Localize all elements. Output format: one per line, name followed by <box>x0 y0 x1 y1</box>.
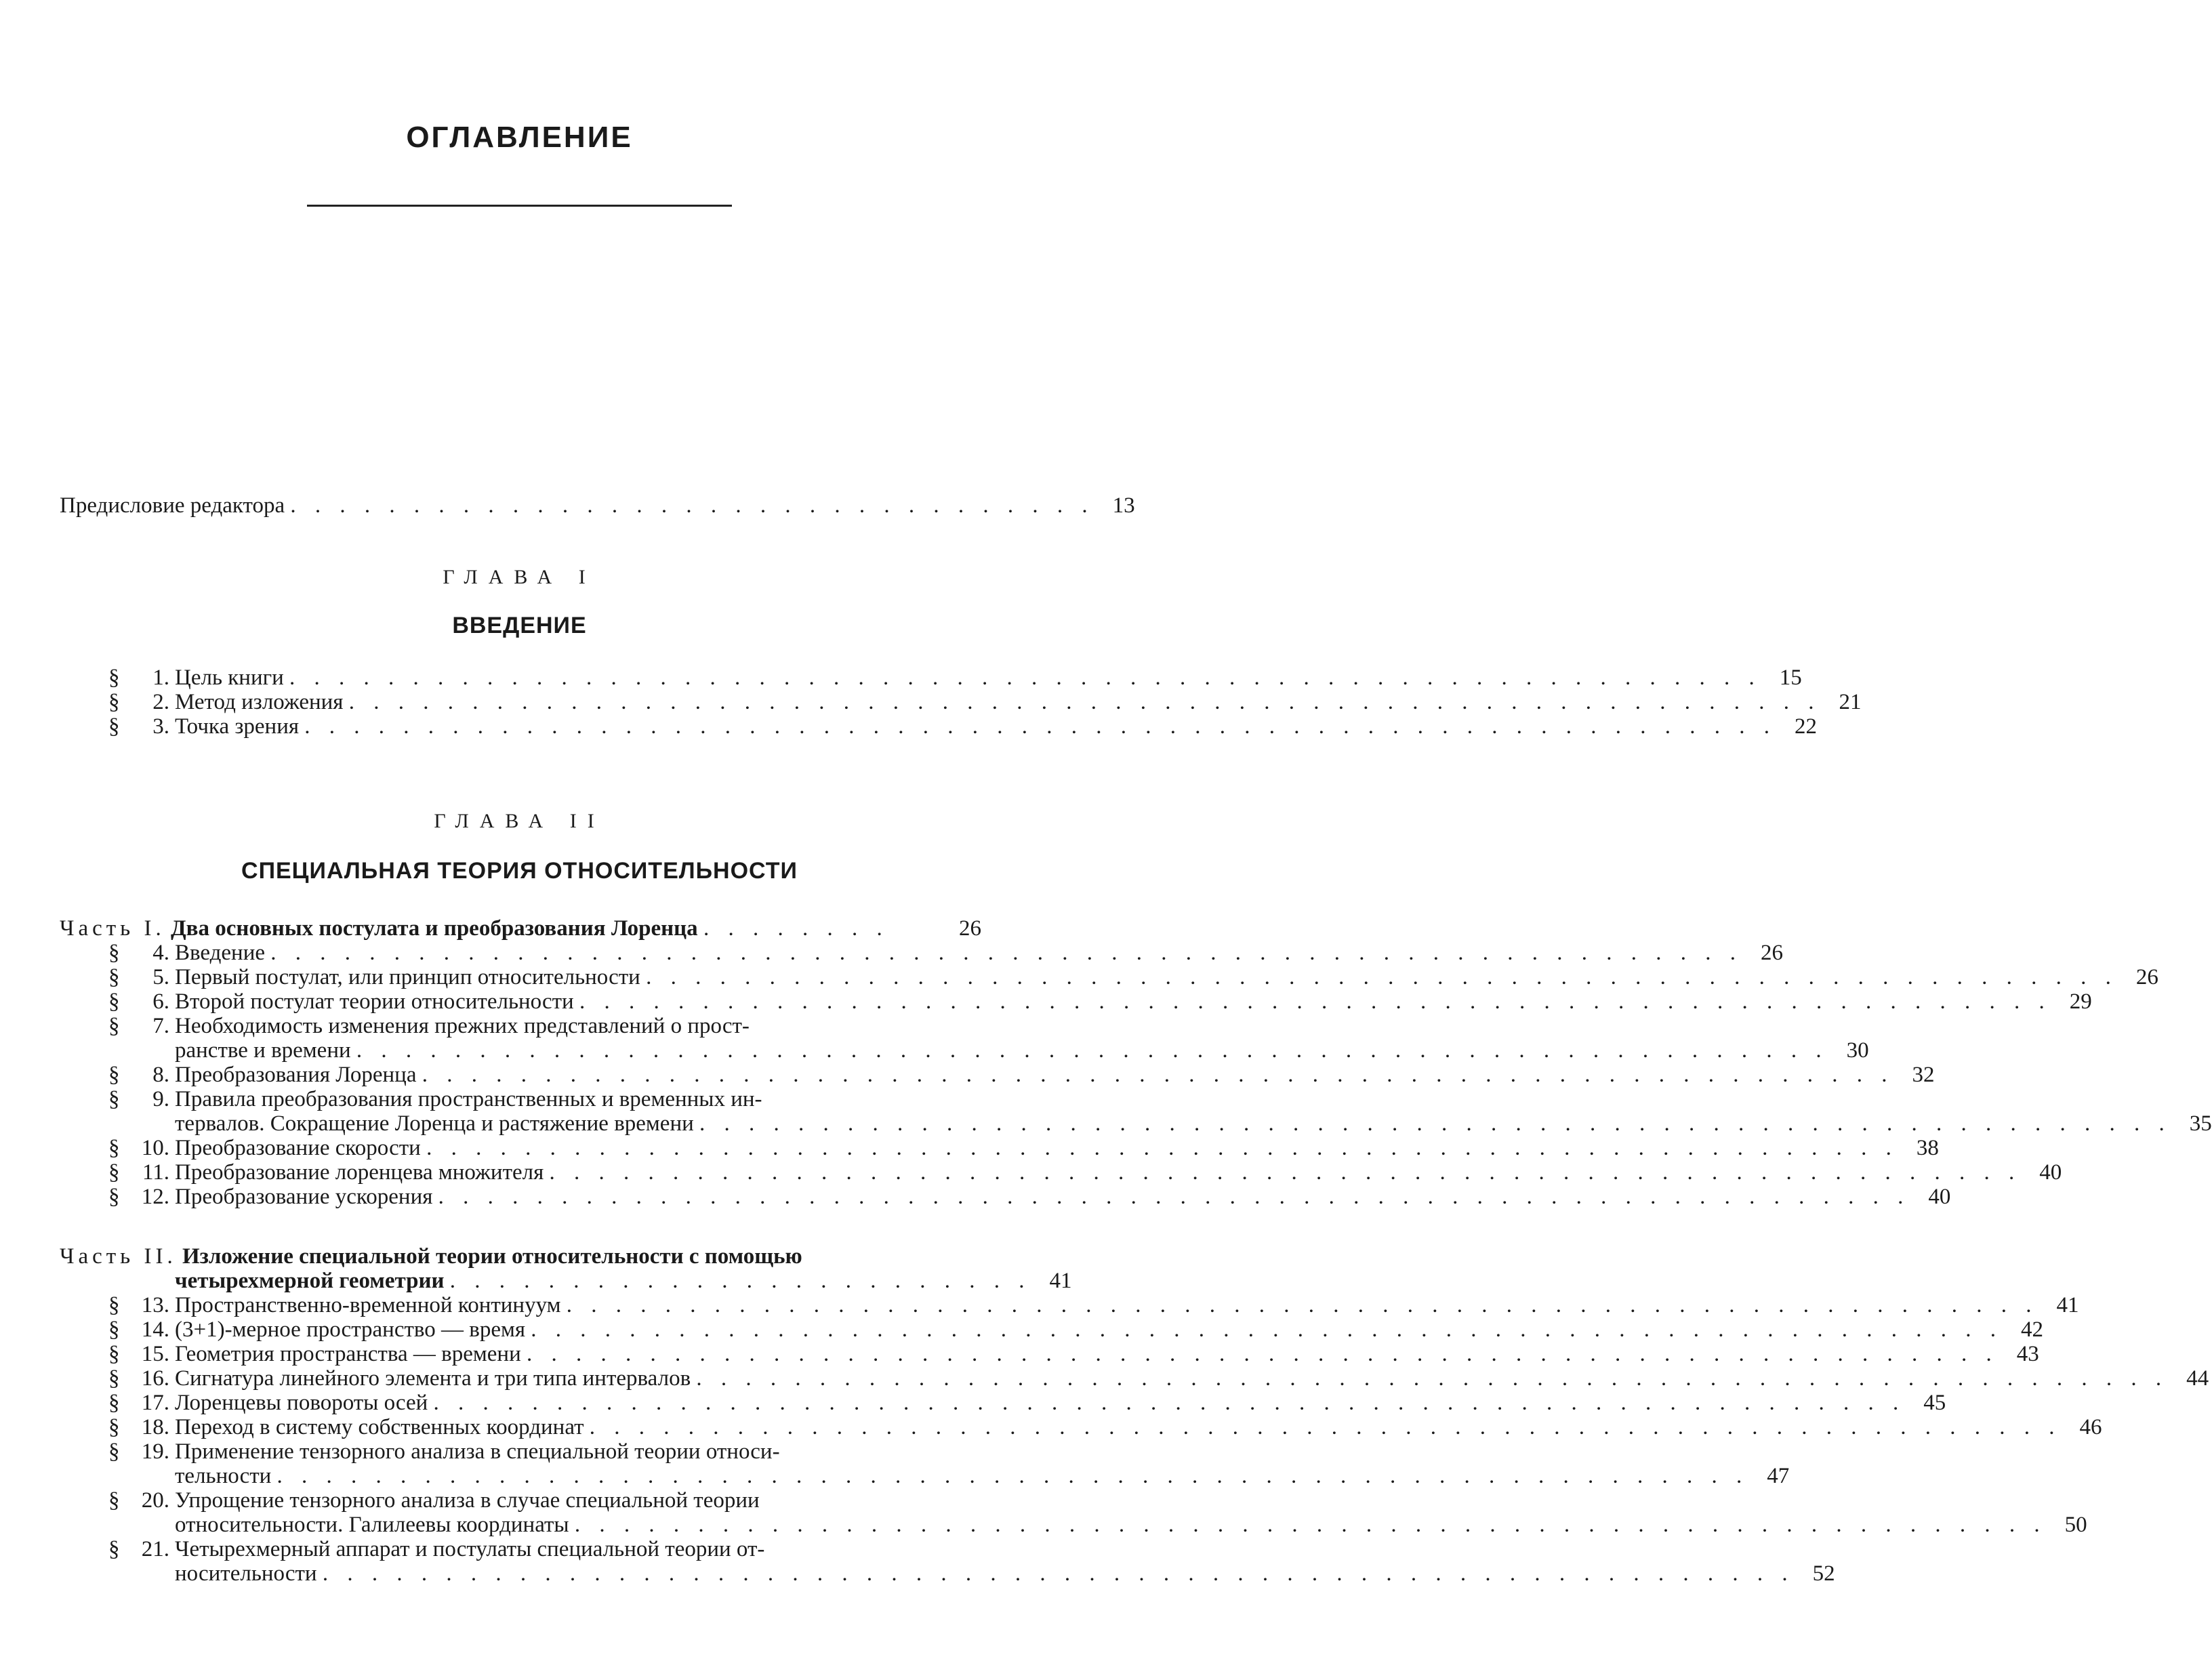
toc-entry <box>60 1185 1951 1209</box>
toc-entry <box>60 1317 2044 1342</box>
toc-entry-text: Метод изложения . . . . . . . . . . . . . . . . . . . . . . . . . . . . . . . . . . . . . . . . . . . . . . . . . . . . . . . . . . . . <box>175 690 1821 714</box>
section-sign: § <box>108 1391 120 1415</box>
section-sign: § <box>108 1537 120 1561</box>
section-number: 2. <box>152 690 169 714</box>
toc-entry-text: Правила преобразования пространственных и временных ин- <box>175 1087 762 1111</box>
toc-page-number: 22 <box>1795 714 1818 739</box>
toc-part2-heading <box>60 1244 1072 1293</box>
section-sign: § <box>108 989 120 1014</box>
toc-entry-text: Первый постулат, или принцип относительности . . . . . . . . . . . . . . . . . . . . . . . . . . . . . . . . . . . . . . . . . . . . . . . . . . . . . . . . . . . . <box>175 965 2118 989</box>
toc-entry-continuation <box>60 1038 1869 1063</box>
toc-entry <box>60 1136 1939 1160</box>
section-number: 15. <box>141 1342 169 1366</box>
toc-entry-text: четырехмерной геометрии . . . . . . . . . . . . . . . . . . . . . . . . <box>175 1269 1031 1293</box>
section-sign: § <box>108 1160 120 1185</box>
toc-entry <box>60 989 2092 1014</box>
toc-entry <box>60 1342 2039 1366</box>
toc-page-number: 40 <box>2039 1160 2062 1185</box>
toc-page-number: 15 <box>1779 665 1802 690</box>
section-number: 5. <box>152 965 169 989</box>
toc-page-number: 21 <box>1839 690 1862 714</box>
toc-entry <box>60 965 2158 989</box>
toc-entry-text: Преобразование лоренцева множителя . . . . . . . . . . . . . . . . . . . . . . . . . . . . . . . . . . . . . . . . . . . . . . . . . . . . . . . . . . . . <box>175 1160 2022 1185</box>
toc-entry <box>60 1415 2102 1439</box>
toc-page-number: 40 <box>1928 1185 1951 1209</box>
toc-entry <box>60 1439 981 1464</box>
title-rule <box>307 205 732 207</box>
toc-entry-text: Геометрия пространства — времени . . . . . . . . . . . . . . . . . . . . . . . . . . . . . . . . . . . . . . . . . . . . . . . . . . . . . . . . . . . . <box>175 1342 1999 1366</box>
toc-entry-text: Применение тензорного анализа в специальной теории относи- <box>175 1439 780 1464</box>
toc-entry-text: Второй постулат теории относительности . . . . . . . . . . . . . . . . . . . . . . . . . . . . . . . . . . . . . . . . . . . . . . . . . . . . . . . . . . . . <box>175 989 2051 1014</box>
toc-entry <box>60 1087 981 1111</box>
section-sign: § <box>108 714 120 739</box>
section-number: 8. <box>152 1063 169 1087</box>
section-sign: § <box>108 1317 120 1342</box>
toc-entry-continuation <box>60 1111 2212 1136</box>
toc-part2-sections <box>60 1293 2209 1586</box>
toc-entry <box>60 1160 2062 1185</box>
section-sign: § <box>108 1063 120 1087</box>
toc-entry-text: тельности . . . . . . . . . . . . . . . . . . . . . . . . . . . . . . . . . . . . . . . . . . . . . . . . . . . . . . . . . . . . <box>175 1464 1749 1488</box>
section-sign: § <box>108 965 120 989</box>
toc-page-number: 47 <box>1767 1464 1790 1488</box>
section-number: 19. <box>141 1439 169 1464</box>
toc-page-number: 29 <box>2069 989 2092 1014</box>
toc-entry-text: Переход в систему собственных координат . . . . . . . . . . . . . . . . . . . . . . . . . . . . . . . . . . . . . . . . . . . . . . . . . . . . . . . . . . . . <box>175 1415 2062 1439</box>
toc-page-number: 44 <box>2186 1366 2209 1391</box>
toc-entry <box>60 1537 981 1561</box>
toc-page-number: 50 <box>2064 1513 2087 1537</box>
section-sign: § <box>108 941 120 965</box>
section-number: 6. <box>152 989 169 1014</box>
toc-entry-text: Преобразования Лоренца . . . . . . . . . . . . . . . . . . . . . . . . . . . . . . . . . . . . . . . . . . . . . . . . . . . . . . . . . . . . <box>175 1063 1894 1087</box>
toc-entry-text: Четырехмерный аппарат и постулаты специальной теории от- <box>175 1537 765 1561</box>
toc-entry-text: Часть I. Два основных постулата и преобразования Лоренца . . . . . . . . <box>60 916 889 941</box>
section-number: 9. <box>152 1087 169 1111</box>
toc-entry-text: носительности . . . . . . . . . . . . . . . . . . . . . . . . . . . . . . . . . . . . . . . . . . . . . . . . . . . . . . . . . . . . <box>175 1561 1795 1586</box>
section-sign: § <box>108 1293 120 1317</box>
toc-page-number: 43 <box>2016 1342 2039 1366</box>
section-sign: § <box>108 1014 120 1038</box>
section-sign: § <box>108 1415 120 1439</box>
section-number: 21. <box>141 1537 169 1561</box>
toc-page-number: 35 <box>2189 1111 2212 1136</box>
section-sign: § <box>108 690 120 714</box>
toc-page-number: 46 <box>2079 1415 2102 1439</box>
toc-entry-text: тервалов. Сокращение Лоренца и растяжение времени . . . . . . . . . . . . . . . . . . . . . . . . . . . . . . . . . . . . . . . . . . . . . . . . . . . . . . . . . . . . <box>175 1111 2171 1136</box>
toc-entry-text: (3+1)-мерное пространство — время . . . . . . . . . . . . . . . . . . . . . . . . . . . . . . . . . . . . . . . . . . . . . . . . . . . . . . . . . . . . <box>175 1317 2003 1342</box>
section-sign: § <box>108 1136 120 1160</box>
chapter-title: СПЕЦИАЛЬНАЯ ТЕОРИЯ ОТНОСИТЕЛЬНОСТИ <box>241 858 798 884</box>
toc-preface <box>60 493 1135 518</box>
section-sign: § <box>108 1366 120 1391</box>
section-number: 12. <box>141 1185 169 1209</box>
section-number: 16. <box>141 1366 169 1391</box>
toc-entry-text: Необходимость изменения прежних представлений о прост- <box>175 1014 750 1038</box>
section-number: 13. <box>141 1293 169 1317</box>
section-sign: § <box>108 1087 120 1111</box>
toc-page-number: 13 <box>1112 493 1135 518</box>
toc-entry <box>60 1488 981 1513</box>
section-number: 18. <box>141 1415 169 1439</box>
toc-entry <box>60 665 1802 690</box>
chapter-label: ГЛАВА I <box>443 566 596 588</box>
toc-entry-text: Упрощение тензорного анализа в случае специальной теории <box>175 1488 760 1513</box>
toc-page-number: 30 <box>1846 1038 1869 1063</box>
toc-entry <box>60 714 1818 739</box>
toc-page-number: 26 <box>2135 965 2158 989</box>
section-number: 3. <box>152 714 169 739</box>
toc-entry-text: Преобразование ускорения . . . . . . . . . . . . . . . . . . . . . . . . . . . . . . . . . . . . . . . . . . . . . . . . . . . . . . . . . . . . <box>175 1185 1910 1209</box>
section-sign: § <box>108 1342 120 1366</box>
toc-entry <box>60 1293 2079 1317</box>
toc-entry <box>60 690 1862 714</box>
toc-entry-text: ранстве и времени . . . . . . . . . . . . . . . . . . . . . . . . . . . . . . . . . . . . . . . . . . . . . . . . . . . . . . . . . . . . <box>175 1038 1828 1063</box>
section-number: 14. <box>141 1317 169 1342</box>
toc-entry-text: Часть II. Изложение специальной теории относительности с помощью <box>60 1244 802 1269</box>
toc-entry-text: относительности. Галилеевы координаты . . . . . . . . . . . . . . . . . . . . . . . . . . . . . . . . . . . . . . . . . . . . . . . . . . . . . . . . . . . . <box>175 1513 2047 1537</box>
section-number: 17. <box>141 1391 169 1415</box>
toc-entry-continuation <box>60 1513 2087 1537</box>
section-sign: § <box>108 1439 120 1464</box>
toc-part1-sections <box>60 941 2212 1209</box>
toc-part1-heading <box>60 916 981 941</box>
section-number: 10. <box>141 1136 169 1160</box>
toc-chapter1-sections <box>60 665 1862 739</box>
toc-page-number: 42 <box>2021 1317 2044 1342</box>
toc-page-number: 41 <box>1049 1269 1072 1293</box>
toc-entry-text: Цель книги . . . . . . . . . . . . . . . . . . . . . . . . . . . . . . . . . . . . . . . . . . . . . . . . . . . . . . . . . . . . <box>175 665 1761 690</box>
toc-entry <box>60 1391 1946 1415</box>
section-number: 4. <box>152 941 169 965</box>
section-sign: § <box>108 1488 120 1513</box>
toc-entry <box>60 1366 2209 1391</box>
toc-entry-continuation <box>60 1464 1790 1488</box>
section-number: 11. <box>142 1160 169 1185</box>
toc-page-number: 45 <box>1923 1391 1946 1415</box>
toc-entry <box>60 1014 981 1038</box>
section-number: 7. <box>152 1014 169 1038</box>
toc-entry-text: Преобразование скорости . . . . . . . . . . . . . . . . . . . . . . . . . . . . . . . . . . . . . . . . . . . . . . . . . . . . . . . . . . . . <box>175 1136 1898 1160</box>
section-sign: § <box>108 1185 120 1209</box>
section-number: 20. <box>141 1488 169 1513</box>
toc-entry-text: Точка зрения . . . . . . . . . . . . . . . . . . . . . . . . . . . . . . . . . . . . . . . . . . . . . . . . . . . . . . . . . . . . <box>175 714 1777 739</box>
toc-page-number: 52 <box>1812 1561 1835 1586</box>
chapter-title: ВВЕДЕНИЕ <box>452 613 587 638</box>
toc-entry <box>60 1063 1935 1087</box>
toc-entry-text: Пространственно-временной континуум . . . . . . . . . . . . . . . . . . . . . . . . . . . . . . . . . . . . . . . . . . . . . . . . . . . . . . . . . . . . <box>175 1293 2039 1317</box>
toc-entry <box>60 941 1784 965</box>
section-number: 1. <box>152 665 169 690</box>
toc-entry-text: Введение . . . . . . . . . . . . . . . . . . . . . . . . . . . . . . . . . . . . . . . . . . . . . . . . . . . . . . . . . . . . <box>175 941 1743 965</box>
page-title: ОГЛАВЛЕНИЕ <box>406 121 633 154</box>
toc-page-number: 38 <box>1916 1136 1939 1160</box>
toc-page-number: 26 <box>1761 941 1784 965</box>
toc-entry-text: Лоренцевы повороты осей . . . . . . . . . . . . . . . . . . . . . . . . . . . . . . . . . . . . . . . . . . . . . . . . . . . . . . . . . . . . <box>175 1391 1906 1415</box>
toc-entry-text: Сигнатура линейного элемента и три типа интервалов . . . . . . . . . . . . . . . . . . . . . . . . . . . . . . . . . . . . . . . . . . . . . . . . . . . . . . . . . . . . <box>175 1366 2169 1391</box>
section-sign: § <box>108 665 120 690</box>
toc-entry-continuation <box>60 1561 1835 1586</box>
toc-page-number: 41 <box>2056 1293 2079 1317</box>
toc-page-number: 32 <box>1912 1063 1935 1087</box>
toc-page-number: 26 <box>959 916 981 941</box>
chapter-label: ГЛАВА II <box>434 810 605 832</box>
toc-entry-text: Предисловие редактора . . . . . . . . . . . . . . . . . . . . . . . . . . . . . . . . . <box>60 493 1094 518</box>
